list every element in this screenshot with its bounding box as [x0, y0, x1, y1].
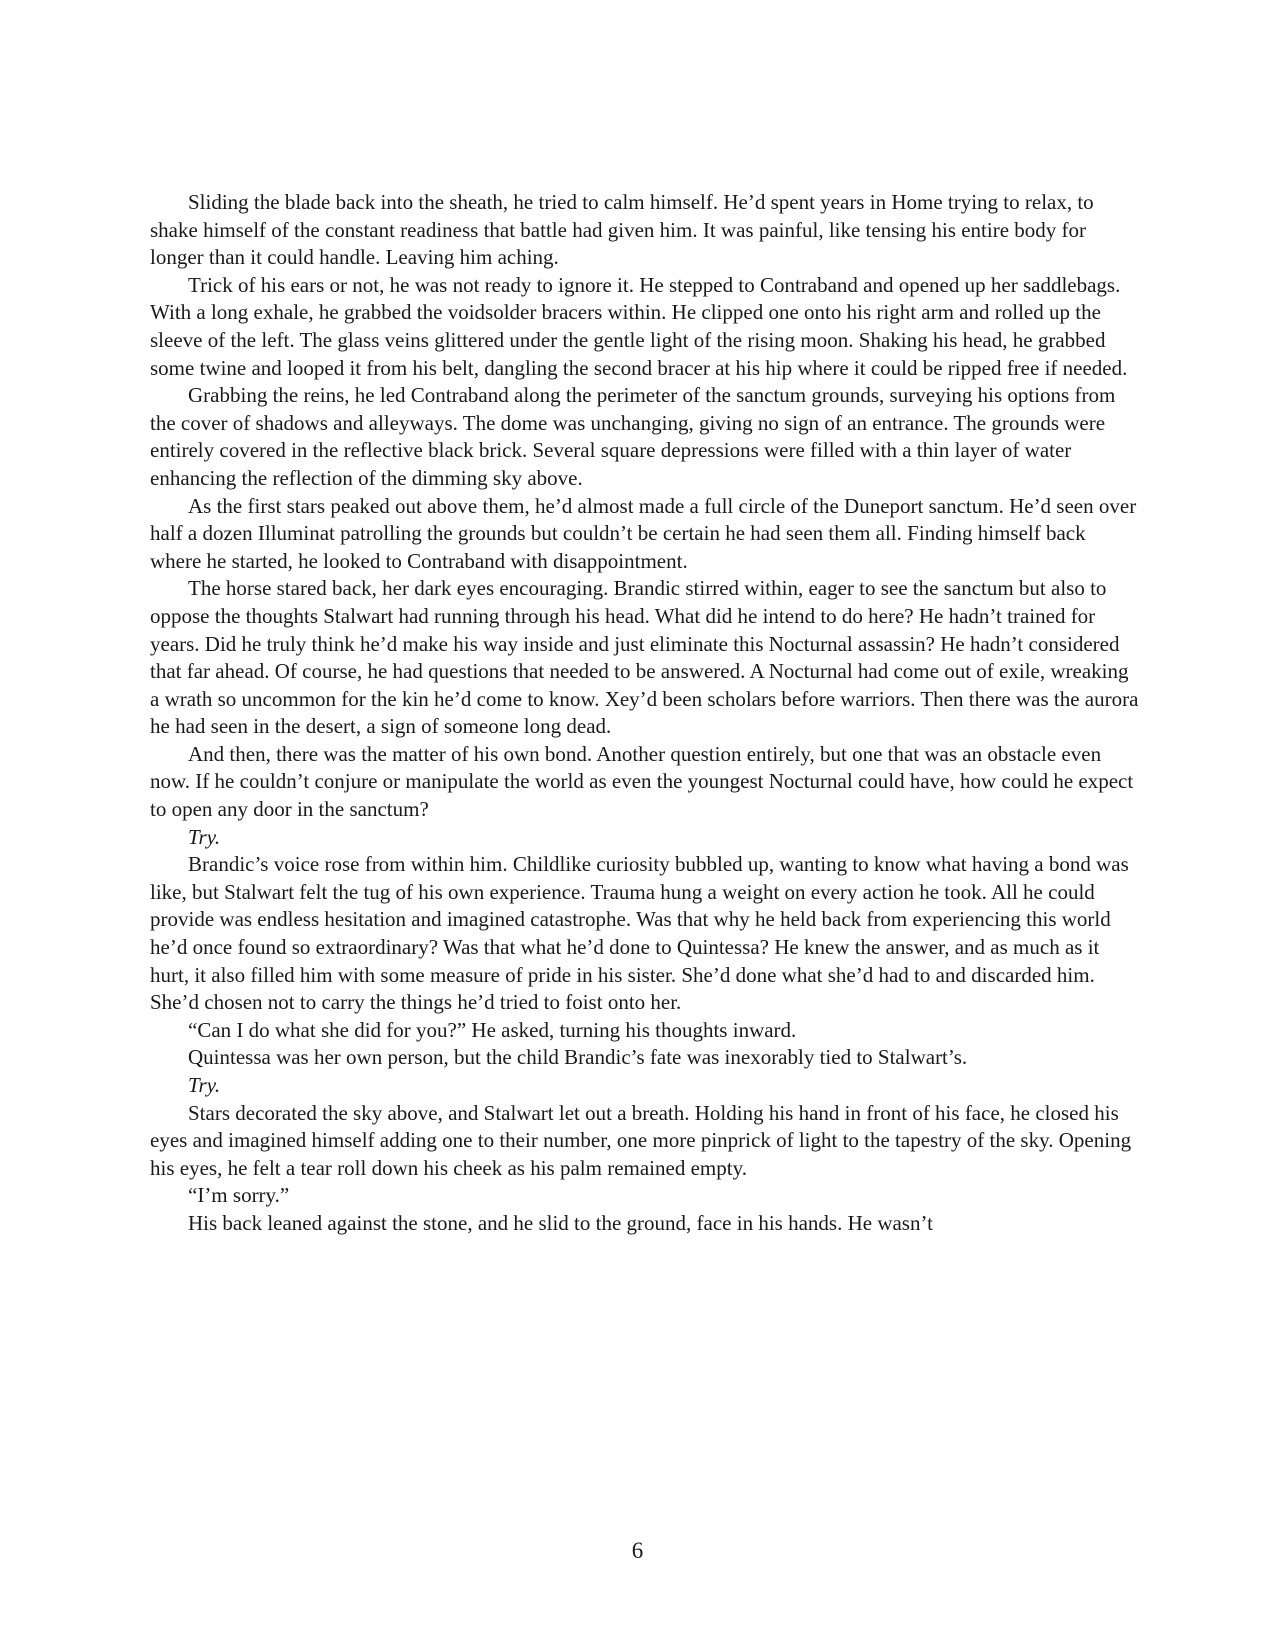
paragraph: Grabbing the reins, he led Contraband along the perimeter of the sanctum grounds, surveying his options from the cover of shadows and alleyways. The dome was unchanging, giving no sign of an entrance. The grounds were entirely covered in the reflective black brick. Several square depressions were filled with a thin layer of water enhancing the reflection of the dimming sky above.: [150, 383, 1116, 490]
paragraph: Brandic’s voice rose from within him. Childlike curiosity bubbled up, wanting to know what having a bond was like, but Stalwart felt the tug of his own experience. Trauma hung a weight on every action he took. All he could provide was endless hesitation and imagined catastrophe. Was that why he held back from experiencing this world he’d once found so extraordinary? Was that what he’d done to Quintessa? He knew the answer, and as much as it hurt, it also filled him with some measure of pride in his sister. She’d done what she’d had to and discarded him. She’d chosen not to carry the things he’d tried to foist onto her.: [150, 852, 1129, 1015]
paragraph: Stars decorated the sky above, and Stalwart let out a breath. Holding his hand in front of his face, he closed his eyes and imagined himself adding one to their number, one more pinprick of light to the tapestry of the sky. Opening his eyes, he felt a tear roll down his cheek as his palm remained empty.: [150, 1100, 1132, 1180]
paragraph: Try.: [188, 824, 221, 849]
paragraph: The horse stared back, her dark eyes encouraging. Brandic stirred within, eager to see the sanctum but also to oppose the thoughts Stalwart had running through his head. What did he intend to do here? He hadn’t trained for years. Did he truly think he’d make his way inside and just eliminate this Nocturnal assassin? He hadn’t considered that far ahead. Of course, he had questions that needed to be answered. A Nocturnal had come out of exile, wreaking a wrath so uncommon for the kin he’d come to know. Xey’d been scholars before warriors. Then there was the aurora he had seen in the desert, a sign of someone long dead.: [150, 576, 1139, 739]
paragraph: Quintessa was her own person, but the child Brandic’s fate was inexorably tied to Stalwart’s.: [188, 1045, 968, 1070]
page-number: 6: [631, 1538, 644, 1563]
page-body: [150, 189, 1140, 1238]
paragraph: And then, there was the matter of his own bond. Another question entirely, but one that was an obstacle even now. If he couldn’t conjure or manipulate the world as even the youngest Nocturnal could have, how could he expect to open any door in the sanctum?: [150, 741, 1134, 822]
paragraph: “Can I do what she did for you?” He asked, turning his thoughts inward.: [188, 1017, 797, 1042]
paragraph: As the first stars peaked out above them, he’d almost made a full circle of the Duneport sanctum. He’d seen over half a dozen Illuminat patrolling the grounds but couldn’t be certain he had seen them all. Finding himself back where he started, he looked to Contraband with disappointment.: [150, 493, 1137, 573]
paragraph: Sliding the blade back into the sheath, he tried to calm himself. He’d spent years in Home trying to relax, to shake himself of the constant readiness that battle had given him. It was painful, like tensing his entire body for longer than it could handle. Leaving him aching.: [150, 190, 1094, 270]
paragraph: Trick of his ears or not, he was not ready to ignore it. He stepped to Contraband and opened up her saddlebags. With a long exhale, he grabbed the voidsolder bracers within. He clipped one onto his right arm and rolled up the sleeve of the left. The glass veins glittered under the gentle light of the rising moon. Shaking his head, he grabbed some twine and looped it from his belt, dangling the second bracer at his hip where it could be ripped free if needed.: [150, 272, 1128, 380]
paragraph: His back leaned against the stone, and he slid to the ground, face in his hands. He wasn’t: [188, 1210, 933, 1235]
paragraph: Try.: [188, 1073, 221, 1097]
paragraph: “I’m sorry.”: [188, 1183, 290, 1208]
